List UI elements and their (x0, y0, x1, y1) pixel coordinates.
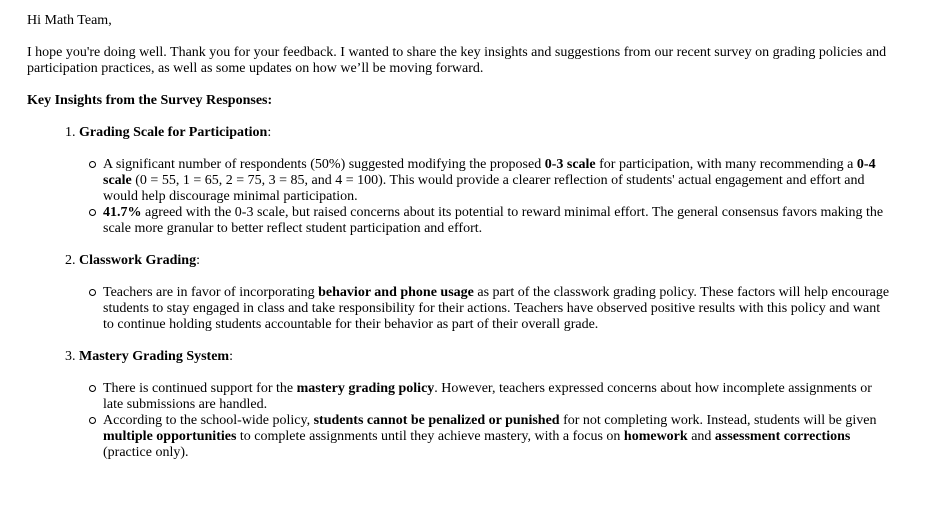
insights-list (27, 125, 920, 461)
sub-list-item (103, 413, 893, 461)
text-run: According to the school-wide policy, (103, 413, 314, 428)
item-number: 1. (65, 125, 76, 140)
bold-run: multiple opportunities (103, 429, 237, 444)
sub-list-item (103, 205, 893, 237)
circle-bullet-icon (89, 385, 96, 392)
circle-bullet-icon (89, 289, 96, 296)
greeting: Hi Math Team, (27, 13, 112, 28)
bold-run: students cannot be penalized or punished (313, 413, 560, 428)
item-colon: : (196, 253, 200, 268)
text-run: There is continued support for the (103, 381, 297, 396)
intro-paragraph: I hope you're doing well. Thank you for your feedback. I wanted to share the key insights and suggestions from our recent survey on grading policies and participation practices, as well as some updates on how we’ll be moving forward. (27, 45, 887, 76)
list-item-mastery-grading (65, 349, 920, 461)
text-run: for not completing work. Instead, students will be given (559, 413, 877, 428)
text-run: and (687, 429, 715, 444)
circle-bullet-icon (89, 209, 96, 216)
bold-run: 0-3 scale (544, 157, 596, 172)
sub-list-item (103, 381, 893, 413)
text-run: . However, teachers expressed concerns about how incomplete assignments or late submissions are handled. (103, 381, 872, 412)
text-run: agreed with the 0-3 scale, but raised concerns about its potential to reward minimal effort. The general consensus favors making the scale more granular to better reflect student participation and effort. (103, 205, 884, 236)
circle-bullet-icon (89, 161, 96, 168)
bold-run: mastery grading policy (296, 381, 435, 396)
text-run: A significant number of respondents (50%) suggested modifying the proposed (103, 157, 545, 172)
sub-list (65, 381, 893, 461)
text-run: (practice only). (103, 445, 189, 460)
item-colon: : (267, 125, 272, 140)
bold-run: 0-4 scale (103, 157, 876, 188)
bold-run: assessment corrections (714, 429, 851, 444)
bold-run: homework (623, 429, 688, 444)
bold-run: behavior and phone usage (318, 285, 474, 300)
item-title: Grading Scale for Participation (79, 125, 268, 140)
text-run: (0 = 55, 1 = 65, 2 = 75, 3 = 85, and 4 = 100). This would provide a clearer reflection of students' actual engagement and effort and would help discourage minimal participation. (103, 173, 865, 204)
list-item-classwork-grading (65, 253, 920, 333)
item-number: 3. (65, 349, 76, 364)
item-colon: : (229, 349, 233, 364)
sub-list-item (103, 285, 893, 333)
sub-list-item (103, 157, 893, 205)
sub-list (65, 157, 893, 237)
text-run: for participation, with many recommending a (595, 157, 857, 172)
text-run: to complete assignments until they achieve mastery, with a focus on (236, 429, 624, 444)
insights-heading: Key Insights from the Survey Responses: (27, 93, 273, 108)
list-item-grading-scale (65, 125, 920, 237)
text-run: Teachers are in favor of incorporating (103, 285, 319, 300)
text-run: as part of the classwork grading policy. These factors will help encourage students to stay engaged in class and take responsibility for their actions. Teachers have observed positive results with this policy and want to continue holding students accountable for their behavior as part of their overall grade. (103, 285, 890, 332)
item-number: 2. (65, 253, 76, 268)
item-title: Classwork Grading (79, 253, 197, 268)
sub-list (65, 285, 893, 333)
circle-bullet-icon (89, 417, 96, 424)
bold-run: 41.7% (103, 205, 142, 220)
item-title: Mastery Grading System (79, 349, 230, 364)
